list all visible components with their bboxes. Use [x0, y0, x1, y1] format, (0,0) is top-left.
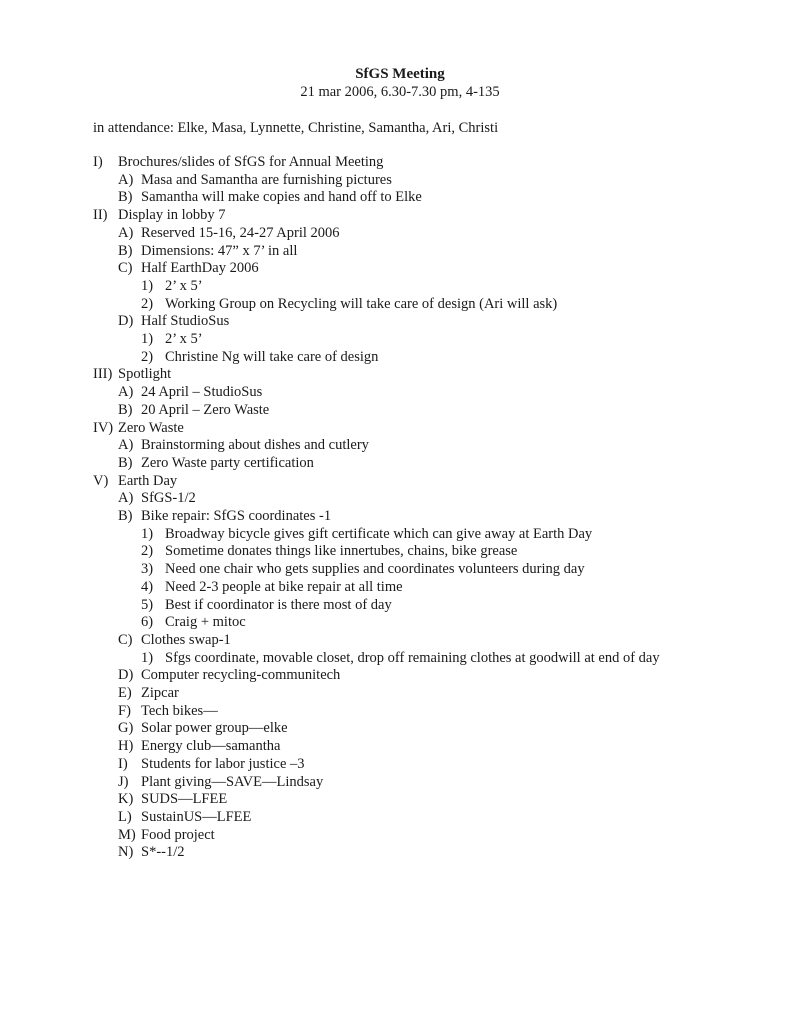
outline-text: 20 April – Zero Waste	[141, 401, 270, 418]
outline-marker: B)	[118, 454, 133, 471]
outline-text: Solar power group—elke	[141, 720, 288, 737]
outline-text: Brainstorming about dishes and cutlery	[141, 437, 369, 454]
outline-text: Clothes swap-1	[141, 631, 231, 648]
outline-marker: 4)	[141, 578, 154, 595]
outline-marker: A)	[118, 437, 134, 454]
outline-marker: 1)	[141, 525, 154, 542]
outline-marker: F)	[118, 702, 131, 719]
outline-text: Brochures/slides of SfGS for Annual Meeting	[118, 154, 384, 170]
meeting-date-time-room: 21 mar 2006, 6.30-7.30 pm, 4-135	[300, 84, 500, 100]
outline-text: Students for labor justice –3	[141, 755, 305, 772]
outline-text: Spotlight	[118, 366, 172, 383]
outline-marker: 1)	[141, 331, 154, 347]
outline-marker: A)	[118, 224, 134, 241]
outline-marker: 2)	[141, 348, 154, 365]
outline-marker: N)	[118, 844, 134, 861]
outline-text: Tech bikes—	[141, 702, 218, 719]
outline-marker: H)	[118, 738, 134, 755]
outline-text: Zipcar	[141, 685, 179, 701]
outline-text: Dimensions: 47” x 7’ in all	[141, 242, 298, 259]
outline-marker: I)	[93, 154, 103, 170]
outline-marker: 2)	[141, 295, 154, 312]
outline-text: 2’ x 5’	[165, 277, 203, 294]
attendance-line: in attendance: Elke, Masa, Lynnette, Christine, Samantha, Ari, Christi	[93, 120, 499, 136]
outline-marker: E)	[118, 685, 132, 701]
outline-text: Best if coordinator is there most of day	[165, 596, 392, 613]
outline-text: Plant giving—SAVE—Lindsay	[141, 773, 324, 790]
outline-marker: A)	[118, 171, 134, 188]
outline-marker: 5)	[141, 596, 154, 613]
outline-marker: B)	[118, 189, 133, 206]
outline-marker: IV)	[93, 419, 114, 436]
outline-marker: B)	[118, 242, 133, 259]
outline-marker: V)	[93, 472, 109, 489]
outline-marker: D)	[118, 313, 134, 330]
outline-marker: 2)	[141, 543, 154, 560]
outline-text: Zero Waste party certification	[141, 454, 314, 471]
outline-text: Samantha will make copies and hand off to Elke	[141, 189, 422, 206]
outline-marker: I)	[118, 755, 128, 772]
outline-marker: B)	[118, 401, 133, 418]
outline-marker: C)	[118, 260, 133, 277]
outline-marker: L)	[118, 808, 132, 825]
outline-marker: 3)	[141, 561, 154, 578]
outline-marker: G)	[118, 720, 134, 737]
outline-text: Reserved 15-16, 24-27 April 2006	[141, 224, 340, 241]
outline-marker: A)	[118, 490, 134, 507]
outline-marker: D)	[118, 667, 134, 684]
outline-text: Christine Ng will take care of design	[165, 348, 379, 365]
outline-text: Display in lobby 7	[118, 207, 226, 224]
outline-text: Craig + mitoc	[165, 614, 246, 631]
outline-text: Sometime donates things like innertubes, chains, bike grease	[165, 543, 518, 560]
page-title: SfGS Meeting	[355, 66, 445, 82]
outline-text: Half StudioSus	[141, 313, 230, 330]
outline-text: SustainUS—LFEE	[141, 808, 252, 825]
outline-text: Bike repair: SfGS coordinates -1	[141, 508, 332, 524]
outline-text: SfGS-1/2	[141, 490, 196, 507]
outline-text: Need 2-3 people at bike repair at all time	[165, 578, 403, 595]
outline-text: S*--1/2	[141, 844, 185, 861]
outline-marker: M)	[118, 826, 136, 843]
outline-marker: II)	[93, 207, 108, 224]
outline-text: Half EarthDay 2006	[141, 260, 259, 277]
outline-marker: A)	[118, 384, 134, 401]
outline-text: Computer recycling-communitech	[141, 667, 341, 684]
outline-marker: K)	[118, 791, 134, 808]
outline-marker: 6)	[141, 614, 154, 631]
outline-text: Zero Waste	[118, 419, 184, 436]
outline-marker: III)	[93, 366, 113, 383]
outline-marker: C)	[118, 631, 133, 648]
outline-text: Broadway bicycle gives gift certificate which can give away at Earth Day	[165, 525, 593, 542]
outline-text: Sfgs coordinate, movable closet, drop off remaining clothes at goodwill at end of day	[165, 649, 660, 666]
outline-marker: B)	[118, 508, 133, 524]
outline-text: Food project	[141, 826, 215, 843]
outline-marker: 1)	[141, 649, 154, 666]
outline-text: Need one chair who gets supplies and coordinates volunteers during day	[165, 561, 585, 578]
outline-text: Masa and Samantha are furnishing pictures	[141, 171, 392, 188]
outline-text: 24 April – StudioSus	[141, 384, 263, 401]
outline-text: Working Group on Recycling will take care of design (Ari will ask)	[165, 295, 558, 312]
outline-text: Energy club—samantha	[141, 738, 281, 755]
outline-text: 2’ x 5’	[165, 331, 203, 347]
outline-text: SUDS—LFEE	[141, 791, 228, 808]
outline-marker: J)	[118, 773, 129, 790]
outline-marker: 1)	[141, 277, 154, 294]
outline-text: Earth Day	[118, 472, 178, 489]
